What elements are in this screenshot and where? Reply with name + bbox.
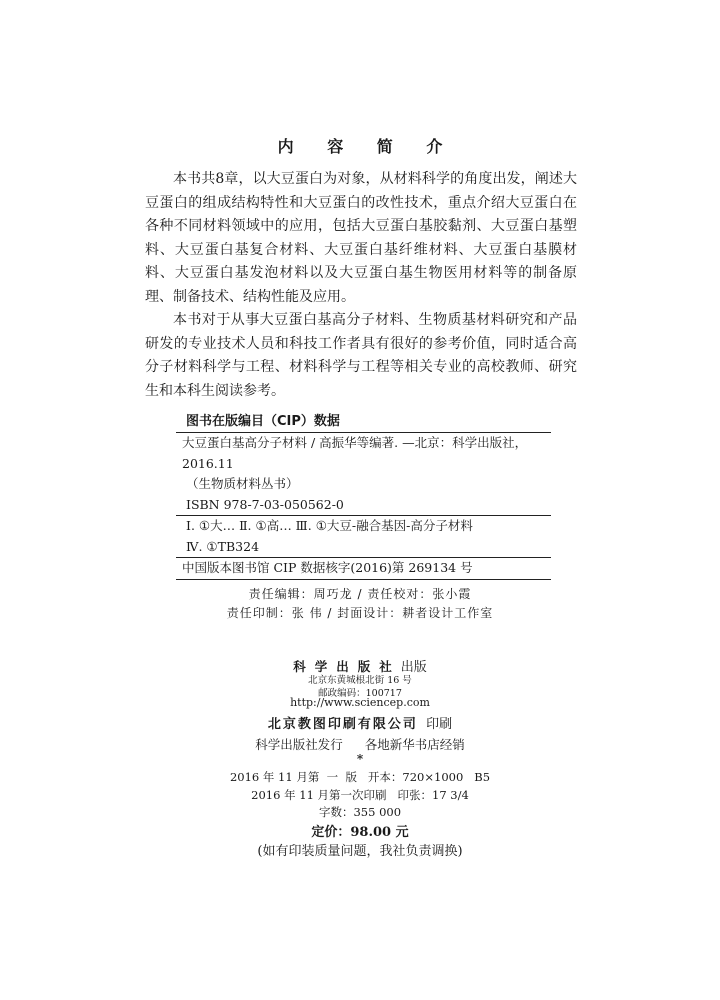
- cip-data-block: [176, 432, 551, 580]
- price: 定价：98.00 元: [311, 825, 409, 840]
- separator-star: *: [356, 752, 364, 766]
- distribution-line: [0, 735, 720, 753]
- section-title: 内 容 简 介: [277, 137, 457, 156]
- content-summary: [145, 168, 577, 403]
- cip-date-line: 2016.11: [182, 455, 234, 471]
- cip-classification-line-1: Ⅰ. ①大… Ⅱ. ①高… Ⅲ. ①大豆-融合基因-高分子材料: [186, 518, 473, 533]
- publisher-postcode: 邮政编码：100717: [318, 688, 402, 699]
- cip-isbn-line: ISBN 978-7-03-050562-0: [186, 496, 344, 512]
- cip-heading: 图书在版编目（CIP）数据: [186, 414, 340, 429]
- cip-record-line: 中国版本图书馆 CIP 数据核字(2016)第 269134 号: [182, 560, 473, 575]
- cip-series-line: （生物质材料丛书）: [186, 476, 299, 491]
- editor-credits: 责任编辑：周巧龙 / 责任校对：张小霞: [248, 587, 472, 601]
- edition-info: 2016 年 11 月第 一 版 开本：720×1000 B5: [229, 770, 491, 784]
- publisher-address: 北京东黄城根北街 16 号: [308, 675, 412, 686]
- distributor: 科学出版社发行: [255, 737, 343, 752]
- cip-bottom-rule: [176, 579, 551, 580]
- cip-classification-line-2: Ⅳ. ①TB324: [186, 538, 260, 554]
- printer-line: [0, 713, 720, 732]
- publisher-url: http://www.sciencep.com: [290, 696, 430, 709]
- quality-note: (如有印装质量问题，我社负责调换): [257, 844, 463, 859]
- publisher-name: 科学出版社: [293, 659, 401, 674]
- printing-info: 2016 年 11 月第一次印刷 印张：17 3/4: [251, 788, 469, 802]
- word-count: 字数：355 000: [318, 805, 402, 819]
- summary-paragraph-2: 本书对于从事大豆蛋白基高分子材料、生物质基材料研究和产品研发的专业技术人员和科技工作者具有很好的参考价值，同时适合高分子材料科学与工程、材料科学与工程等相关专业的高校教师、研究生和本科生阅读参考。: [145, 312, 577, 399]
- publisher-suffix: 出版: [400, 660, 427, 675]
- seller: 各地新华书店经销: [364, 737, 465, 752]
- summary-paragraph-1: 本书共8章，以大豆蛋白为对象，从材料科学的角度出发，阐述大豆蛋白的组成结构特性和大豆蛋白的改性技术，重点介绍大豆蛋白在各种不同材料领域中的应用，包括大豆蛋白基胶黏剂、大豆蛋白基塑料、大豆蛋白基复合材料、大豆蛋白基纤维材料、大豆蛋白基膜材料、大豆蛋白基发泡材料以及大豆蛋白基生物医用材料等的制备原理、制备技术、结构性能及应用。: [145, 171, 577, 305]
- production-credits: 责任印制：张 伟 / 封面设计：耕者设计工作室: [226, 606, 494, 620]
- printer-name: 北京教图印刷有限公司: [267, 717, 418, 732]
- cip-title-line: 大豆蛋白基高分子材料 / 高振华等编著. —北京：科学出版社，: [182, 435, 528, 450]
- printer-suffix: 印刷: [426, 717, 453, 732]
